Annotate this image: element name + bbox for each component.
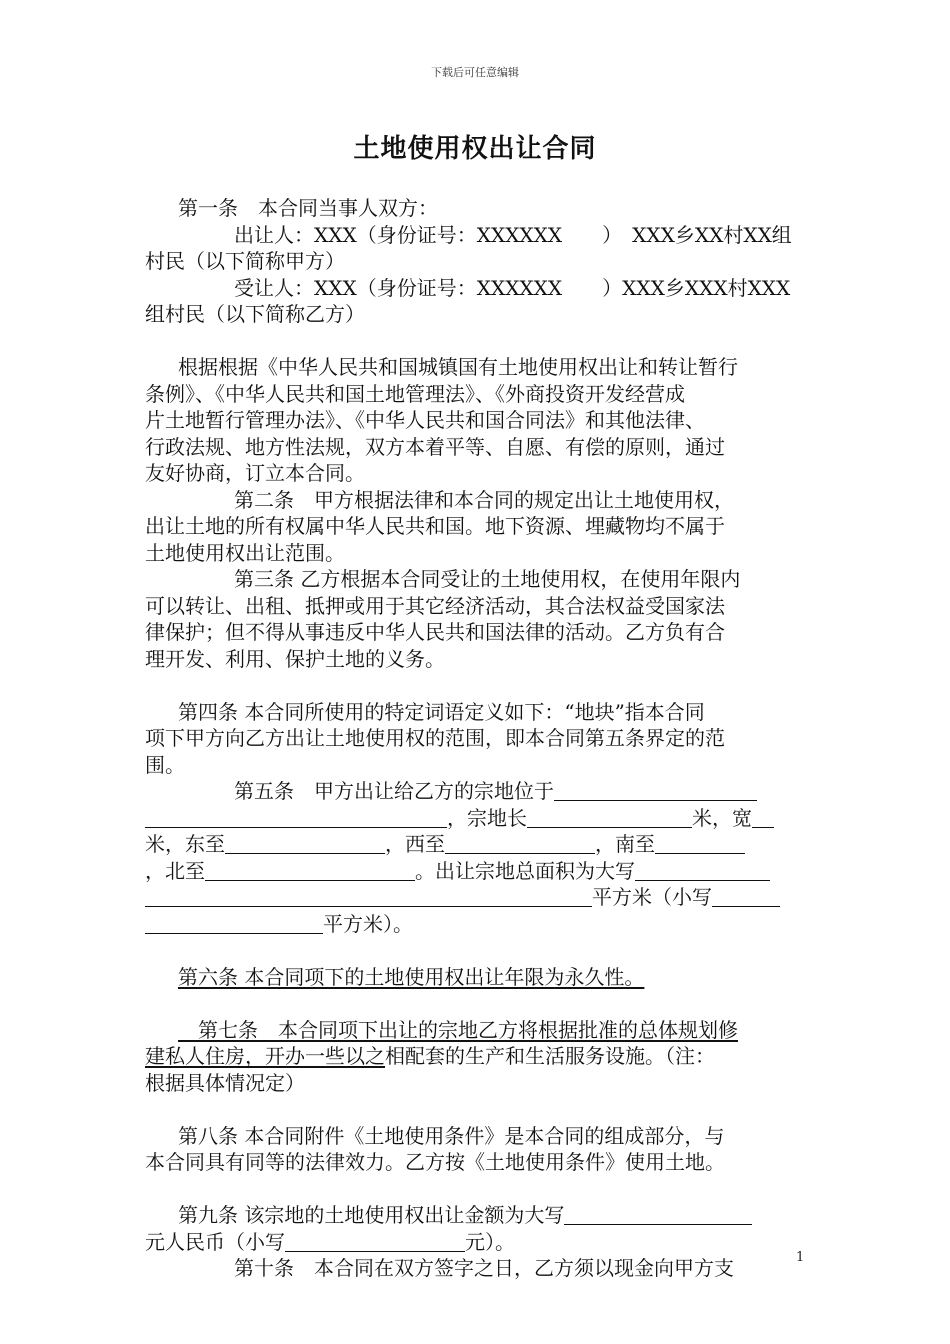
article-5-text: 米，东至	[145, 832, 225, 856]
document-title: 土地使用权出让合同	[353, 134, 597, 164]
article-7-line-1	[145, 1017, 807, 1044]
article-10-line: 第十条 本合同在双方签字之日，乙方须以现金向甲方支	[234, 1256, 734, 1280]
article-7-line-2	[145, 1043, 807, 1070]
location-blank-cont[interactable]	[145, 807, 447, 828]
article-5-text: 。出让宗地总面积为大写	[415, 858, 635, 883]
article-7-underlined: 建私人住房，开办一些以之	[145, 1044, 385, 1068]
buyer-line-1: 受让人：XXX（身份证号：XXXXXX ）XXX乡XXX村XXX	[234, 275, 791, 300]
south-blank[interactable]	[655, 833, 745, 854]
article-3-line: 理开发、利用、保护土地的义务。	[145, 646, 445, 671]
contract-body	[145, 195, 807, 1282]
seller-line-1: 出让人：XXX（身份证号：XXXXXX ） XXX乡XX村XX组	[234, 222, 792, 247]
seller-line-2: 村民（以下简称甲方）	[145, 249, 345, 273]
article-5-text: ，西至	[385, 832, 445, 856]
basis-line: 根据根据《中华人民共和国城镇国有土地使用权出让和转让暂行	[178, 355, 738, 379]
article-4-line: 项下甲方向乙方出让土地使用权的范围，即本合同第五条界定的范	[145, 726, 725, 750]
west-blank[interactable]	[445, 833, 595, 854]
article-6-text: 第六条 本合同项下的土地使用权出让年限为永久性。	[178, 964, 645, 989]
article-1-heading: 第一条 本合同当事人双方：	[178, 196, 438, 220]
page-number: 1	[796, 1250, 805, 1265]
article-7-text: 第七条 本合同项下出让的宗地乙方将根据批准的总体规划修	[178, 1017, 738, 1042]
amount-upper-blank[interactable]	[564, 1204, 752, 1225]
basis-line: 行政法规、地方性法规，双方本着平等、自愿、有偿的原则，通过	[145, 434, 725, 459]
article-9-text: 元人民币（小写	[145, 1229, 285, 1254]
article-5-line-2	[145, 805, 807, 832]
article-5-line-5	[145, 884, 807, 911]
article-8-line: 本合同具有同等的法律效力。乙方按《土地使用条件》使用土地。	[145, 1150, 725, 1174]
article-3-line: 第三条 乙方根据本合同受让的土地使用权，在使用年限内	[234, 567, 741, 591]
basis-line: 片土地暂行管理办法》、《中华人民共和国合同法》和其他法律、	[145, 408, 705, 432]
article-9-text: 元）。	[465, 1229, 515, 1254]
article-9-line-2	[145, 1229, 807, 1256]
location-blank[interactable]	[554, 780, 757, 801]
article-3-line: 可以转让、出租、抵押或用于其它经济活动，其合法权益受国家法	[145, 593, 725, 618]
article-5-text: 平方米（小写	[592, 885, 712, 909]
article-2-line: 出让土地的所有权属中华人民共和国。地下资源、埋藏物均不属于	[145, 514, 725, 538]
article-8-line: 第八条 本合同附件《土地使用条件》是本合同的组成部分，与	[178, 1123, 725, 1148]
article-4-line: 围。	[145, 752, 185, 777]
article-2-line: 土地使用权出让范围。	[145, 540, 345, 565]
header-note: 下载后可任意编辑	[431, 66, 519, 79]
article-9-line-1	[145, 1202, 807, 1229]
article-5-text: 平方米）。	[323, 911, 413, 936]
area-upper-blank-cont[interactable]	[145, 886, 592, 907]
basis-line: 友好协商，订立本合同。	[145, 461, 365, 485]
amount-lower-blank[interactable]	[285, 1231, 465, 1252]
article-5-text: 米，宽	[692, 805, 752, 830]
article-4-line: 第四条 本合同所使用的特定词语定义如下：“地块”指本合同	[178, 699, 705, 724]
article-5-text: ，宗地长	[447, 805, 527, 830]
article-7-text: 相配套的生产和生活服务设施。（注：	[385, 1044, 715, 1068]
buyer-line-2: 组村民（以下简称乙方）	[145, 302, 365, 326]
length-blank[interactable]	[527, 807, 692, 828]
article-9-text: 第九条 该宗地的土地使用权出让金额为大写	[178, 1203, 565, 1227]
area-lower-blank-cont[interactable]	[145, 913, 323, 934]
area-lower-blank[interactable]	[712, 886, 780, 907]
article-6	[145, 964, 807, 991]
article-2-line: 第二条 甲方根据法律和本合同的规定出让土地使用权，	[234, 487, 734, 512]
article-5-text: 第五条 甲方出让给乙方的宗地位于	[234, 779, 554, 803]
article-7-line-3: 根据具体情况定）	[145, 1070, 305, 1095]
article-5-line-4	[145, 858, 807, 885]
basis-line: 条例》、《中华人民共和国土地管理法》、《外商投资开发经营成	[145, 381, 685, 406]
article-5-text: ，北至	[145, 858, 205, 883]
north-blank[interactable]	[205, 860, 415, 881]
article-5-line-3	[145, 831, 807, 858]
article-5-line-6	[145, 911, 807, 938]
article-5-line-1	[145, 778, 807, 805]
width-blank[interactable]	[752, 807, 774, 828]
article-5-text: ，南至	[595, 832, 655, 856]
area-upper-blank[interactable]	[635, 860, 770, 881]
east-blank[interactable]	[225, 833, 385, 854]
article-3-line: 律保护；但不得从事违反中华人民共和国法律的活动。乙方负有合	[145, 620, 725, 644]
